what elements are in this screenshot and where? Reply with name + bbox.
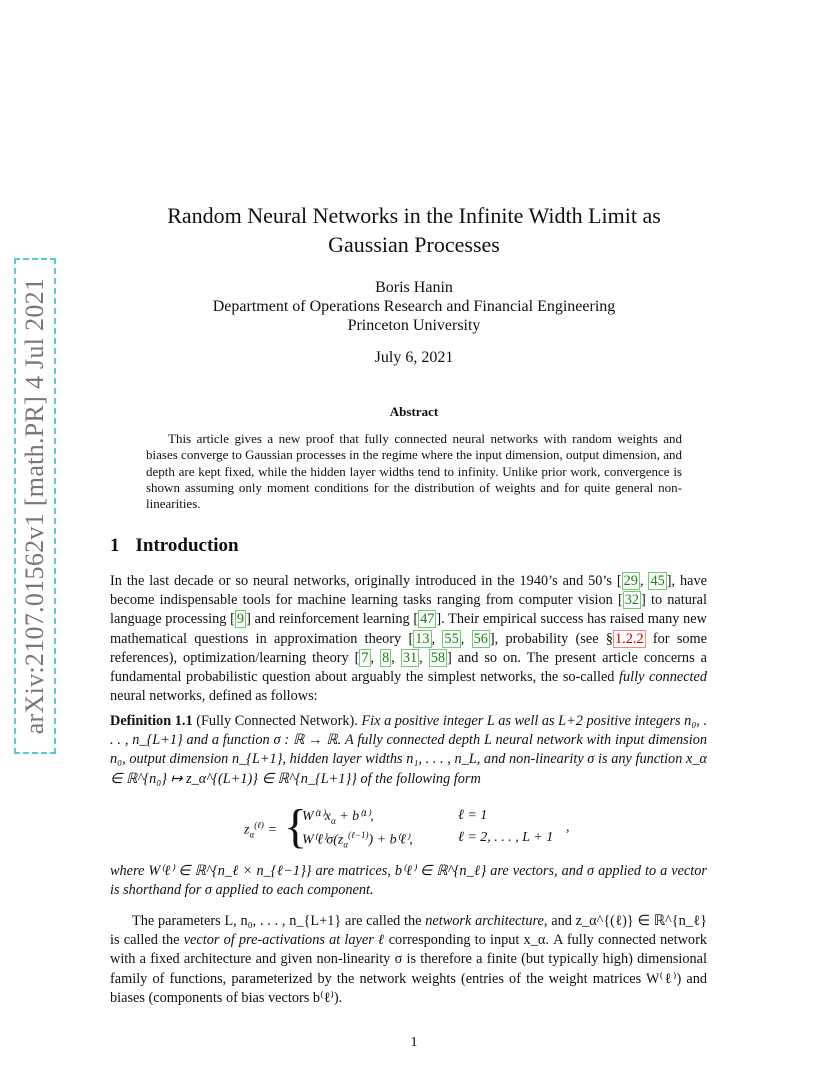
emphasis: vector of pre-activations at layer ℓ xyxy=(183,932,385,949)
arxiv-identifier: arXiv:2107.01562v1 [math.PR] 4 Jul 2021 xyxy=(20,277,49,735)
intro-paragraph: In the last decade or so neural networks, originally introduced in the 1940’s and 50’s [ 29 , 45 ], have become indispensable tools for machine learning tasks ranging from computer vision [ 32 ] to natural language processing [ 9 ] and reinforcement learning [ 47 ]. Their empirical success has raised many new mathematical questions in approximation theory [ 13 , 55 , 56 ], probability (see § 1.2.2 for some references), optimization/learning theory [ 7 , 8 , 31 , 58 ] and so on. The present article concerns a fundamental probabilistic question about arguably the simplest networks, the so-called fully connected neural networks, defined as follows: xyxy=(110,573,708,705)
emphasis: network architecture xyxy=(425,913,544,929)
citation-link[interactable]: 7 xyxy=(361,649,369,666)
equation-brace: { xyxy=(284,800,308,853)
section-title: Introduction xyxy=(135,535,239,556)
equation-row-2: $W^(\ell^)\sigma(z_\alpha^{(\ell-1)})$ + b⁽ℓ⁾, xyxy=(302,830,413,850)
equation-row-1: $W^{(1)}x_\alpha + b^{(1)}$, xyxy=(302,809,374,826)
citation-link[interactable]: 13 xyxy=(415,630,430,647)
affiliation-line-2: Princeton University xyxy=(347,317,481,334)
citation-link[interactable]: 55 xyxy=(444,630,459,647)
citation-link[interactable]: 32 xyxy=(624,592,640,609)
citation-link[interactable]: 45 xyxy=(650,573,665,589)
citation-link[interactable]: 47 xyxy=(420,611,435,628)
equation-condition-2: ℓ = 2, . . . , L + 1 xyxy=(458,830,554,845)
author-block xyxy=(110,278,718,335)
equation-comma: , xyxy=(566,820,570,835)
abstract-text: This article gives a new proof that fully connected neural networks with random weights and biases converge to Gaussian processes in the regime where the input dimension, output dimension, and depth are kept fixed, while the hidden layer widths tend to infinity. Unlike prior work, convergence is shown assuming only moment conditions for the distribution of weights and for quite general non-linearities. xyxy=(146,431,682,512)
definition-label: Definition 1.1 xyxy=(110,713,193,729)
paper-title xyxy=(110,201,718,259)
equation-condition-1: ℓ = 1 xyxy=(458,808,488,823)
affiliation-line-1: Department of Operations Research and Financial Engineering xyxy=(212,298,616,315)
page-number: 1 xyxy=(410,1035,418,1050)
equation-lhs: $z_\alpha^{(\ell)}$ = xyxy=(244,820,277,840)
section-number: 1 xyxy=(110,535,120,556)
arxiv-stamp[interactable] xyxy=(14,258,56,754)
after-equation-text: where W⁽ℓ⁾ ∈ ℝ^{n_ℓ × n_{ℓ−1}} are matrices, b⁽ℓ⁾ ∈ ℝ^{n_ℓ} are vectors, and σ applied to a vector is shorthand for σ applied to each component. xyxy=(110,863,707,899)
section-reference-link[interactable]: 1.2.2 xyxy=(615,630,644,647)
author-name: Boris Hanin xyxy=(375,279,453,296)
display-equation xyxy=(240,800,620,856)
title-line-2: Gaussian Processes xyxy=(328,232,500,257)
abstract-heading: Abstract xyxy=(389,404,439,419)
definition-body: Fix a positive integer L as well as L+2 positive integers n₀, . . . , n_{L+1} and a function σ : ℝ → ℝ. A fully connected depth L neural network with input dimension n₀, output dimension n_{L+1}, hidden layer widths n₁, . . . , n_L, and non-linearity σ is any function x_α ∈ ℝ^{n₀} ↦ z_α^{(L+1)} ∈ ℝ^{n_{L+1}} of the following form xyxy=(110,713,708,787)
emphasis: fully connected xyxy=(619,669,708,686)
title-line-1: Random Neural Networks in the Infinite Width Limit as xyxy=(167,203,661,228)
citation-link[interactable]: 58 xyxy=(430,649,445,666)
section-heading xyxy=(110,535,239,557)
definition-block xyxy=(110,712,707,789)
citation-link[interactable]: 56 xyxy=(473,630,488,647)
paper-date: July 6, 2021 xyxy=(374,349,454,366)
citation-link[interactable]: 29 xyxy=(623,573,638,589)
final-paragraph: The parameters L, n₀, . . . , n_{L+1} are called the network architecture, and z_α^{(ℓ)} ∈ ℝ^{n_ℓ} is called the vector of pre-activations at layer ℓ corresponding to input x_α. A fully connected network with a fixed architecture and given non-linearity σ is therefore a finite (but typically high) dimensional family of functions, parameterized by the network weights (entries of the weight matrices W⁽ℓ⁾) and biases (components of bias vectors b⁽ℓ⁾). xyxy=(110,913,707,1006)
definition-name: (Fully Connected Network). xyxy=(196,713,358,729)
citation-link[interactable]: 31 xyxy=(402,649,418,666)
citation-link[interactable]: 8 xyxy=(382,649,390,666)
citation-link[interactable]: 9 xyxy=(236,611,245,628)
